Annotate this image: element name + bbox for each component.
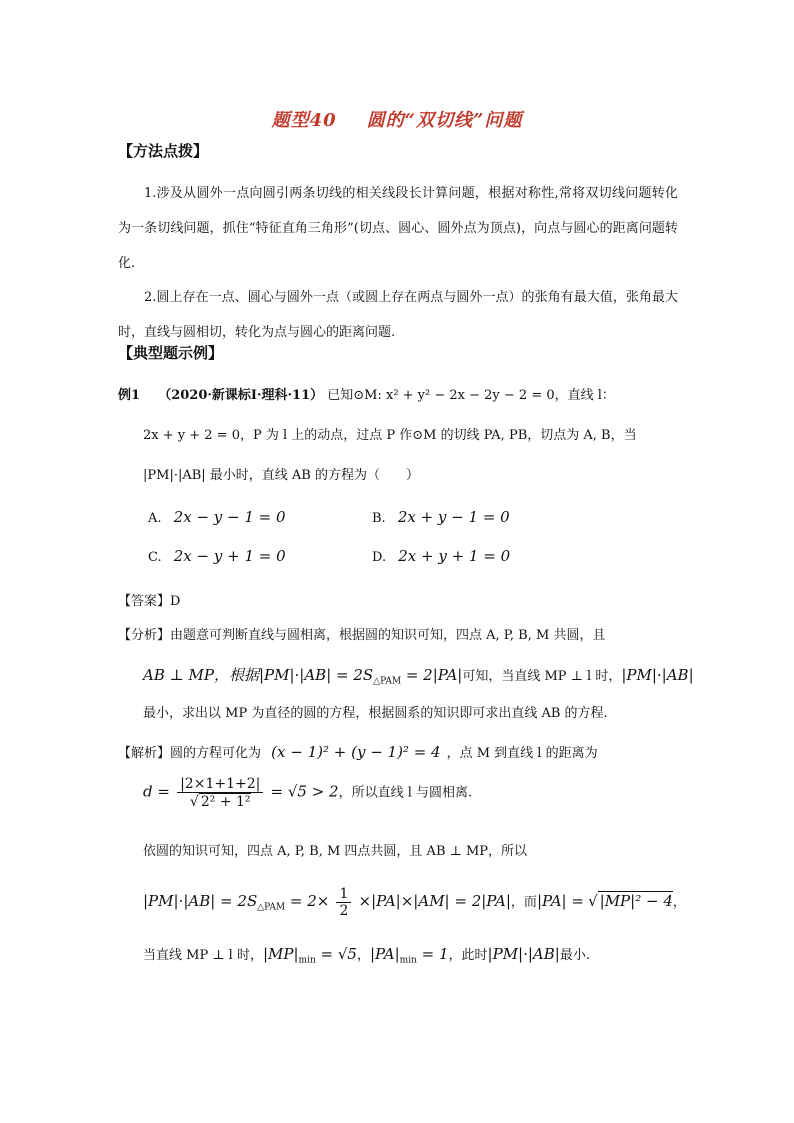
solution-formula-4b: = 2× <box>285 892 330 910</box>
option-b-label: B. <box>372 511 386 526</box>
example-stem-1: 已知⊙M: x² + y² − 2x − 2y − 2 = 0，直线 l： <box>327 388 615 403</box>
option-d-value: 2x + y + 1 = 0 <box>398 547 511 565</box>
solution-line-1 <box>118 742 598 761</box>
distance-denominator: 2² + 1² <box>200 794 251 810</box>
solution-formula-5e: |PA| <box>370 945 400 963</box>
analysis-formula-2: = 2|PA| <box>401 666 463 684</box>
solution-formula-4e: |PA| = <box>536 892 584 910</box>
half-numerator: 1 <box>336 886 351 903</box>
page-title <box>0 106 794 132</box>
option-c-label: C. <box>148 550 162 565</box>
half-denominator: 2 <box>339 903 349 919</box>
answer-label: 【答案】 <box>118 594 171 609</box>
option-c <box>148 547 286 565</box>
solution-label: 【解析】 <box>118 746 171 761</box>
solution-formula-5h: |PM|·|AB| <box>487 945 560 963</box>
analysis-text-2d: 可知，当直线 MP ⊥ l 时， <box>462 669 622 684</box>
solution-text-4d: ，而 <box>510 895 537 910</box>
option-d <box>372 547 510 565</box>
solution-text-1c: ，点 M 到直线 l 的距离为 <box>446 746 598 761</box>
option-a <box>148 508 286 526</box>
analysis-text-2a: AB ⊥ MP，根据 <box>143 666 259 684</box>
solution-formula-4sub: △PAM <box>257 902 286 913</box>
analysis-line-2 <box>143 664 694 687</box>
solution-line-5 <box>143 944 590 966</box>
analysis-formula-sub: △PAM <box>373 676 402 687</box>
example-source: （2020·新课标Ⅰ·理科·11） <box>158 388 324 403</box>
method-point-1: 1.涉及从圆外一点向圆引两条切线的相关线段长计算问题，根据对称性,常将双切线问题转化为一条切线问题，抓住“特征直角三角形”(切点、圆心、圆外点为顶点)，向点与圆心的距离问题转化. <box>118 186 678 271</box>
solution-formula-5c: = √5 <box>315 945 357 963</box>
distance-prefix: d = <box>143 782 170 801</box>
analysis-text-3: 最小，求出以 MP 为直径的圆的方程，根据圆系的知识即可求出直线 AB 的方程. <box>143 706 608 721</box>
distance-text: ，所以直线 l 与圆相离. <box>338 785 473 801</box>
title-number: 题型40 <box>271 110 337 131</box>
title-text: 圆的“双切线”问题 <box>366 110 523 131</box>
option-c-value: 2x − y + 1 = 0 <box>173 547 286 565</box>
distance-numerator: |2×1+1+2| <box>177 776 263 793</box>
solution-formula-4c: ×|PA|×|AM| = 2|PA| <box>358 892 511 910</box>
option-a-label: A. <box>148 511 162 526</box>
method-point-2: 2.圆上存在一点、圆心与圆外一点（或圆上存在两点与圆外一点）的张角有最大值，张角最大时，直线与圆相切，转化为点与圆心的距离问题. <box>118 290 678 340</box>
solution-formula-4f: |MP|² − 4 <box>599 892 673 910</box>
solution-formula-5f: = 1 <box>416 945 449 963</box>
solution-circle-equation: (x − 1)² + (y − 1)² = 4 <box>271 743 441 761</box>
half-fraction <box>336 886 351 919</box>
section-heading-method: 【方法点拨】 <box>118 142 209 160</box>
solution-formula-5b: |MP| <box>262 945 299 963</box>
analysis-text-1: 由题意可判断直线与圆相离，根据圆的知识可知，四点 A, P, B, M 共圆，且 <box>170 628 606 643</box>
option-b-value: 2x + y − 1 = 0 <box>397 508 510 526</box>
solution-formula-4a: |PM|·|AB| = 2S <box>143 892 258 910</box>
example-line-1 <box>118 384 615 403</box>
solution-text-5a: 当直线 MP ⊥ l 时， <box>143 948 263 963</box>
solution-text-4g: ， <box>672 895 686 910</box>
analysis-formula-1: |PM|·|AB| = 2S <box>258 666 374 684</box>
solution-distance-line <box>143 776 472 810</box>
analysis-label: 【分析】 <box>118 628 171 643</box>
example-label: 例1 <box>118 388 141 403</box>
solution-text-5g: ，此时 <box>448 948 488 963</box>
answer-line <box>118 590 180 609</box>
distance-result: = √5 > 2 <box>270 782 339 801</box>
option-a-value: 2x − y − 1 = 0 <box>173 508 286 526</box>
solution-text-3: 依圆的知识可知，四点 A, P, B, M 四点共圆，且 AB ⊥ MP，所以 <box>143 844 528 859</box>
solution-formula-5sub: min <box>298 955 316 966</box>
analysis-formula-3: |PM|·|AB| <box>621 666 694 684</box>
answer-value: D <box>170 594 181 609</box>
solution-text-5i: 最小. <box>559 948 590 963</box>
solution-text-1a: 圆的方程可化为 <box>170 746 262 761</box>
solution-line-4: $|PM|\cdot|AB| = 2S_{\triangle PAM} = 2\times$ $\frac{1}{2}$ ×|PA|×|AM| = 2|PA|，而|PA| = √ |MP|² − 4， <box>143 886 686 919</box>
option-b <box>372 508 510 526</box>
section-heading-examples: 【典型题示例】 <box>118 344 224 362</box>
option-d-label: D. <box>372 550 387 565</box>
distance-fraction: $\frac{|2\times 1+1+2|}{\text{√ 2² + 1²}}$ <box>177 776 263 810</box>
example-stem-2: 2x + y + 2 = 0，P 为 l 上的动点，过点 P 作⊙M 的切线 PA, PB，切点为 A, B，当 <box>143 428 637 443</box>
solution-text-5d: ， <box>356 948 370 963</box>
analysis-line-1 <box>118 624 605 643</box>
solution-formula-5sub2: min <box>399 955 417 966</box>
example-stem-3: |PM|·|AB| 最小时，直线 AB 的方程为（ ） <box>143 468 419 483</box>
